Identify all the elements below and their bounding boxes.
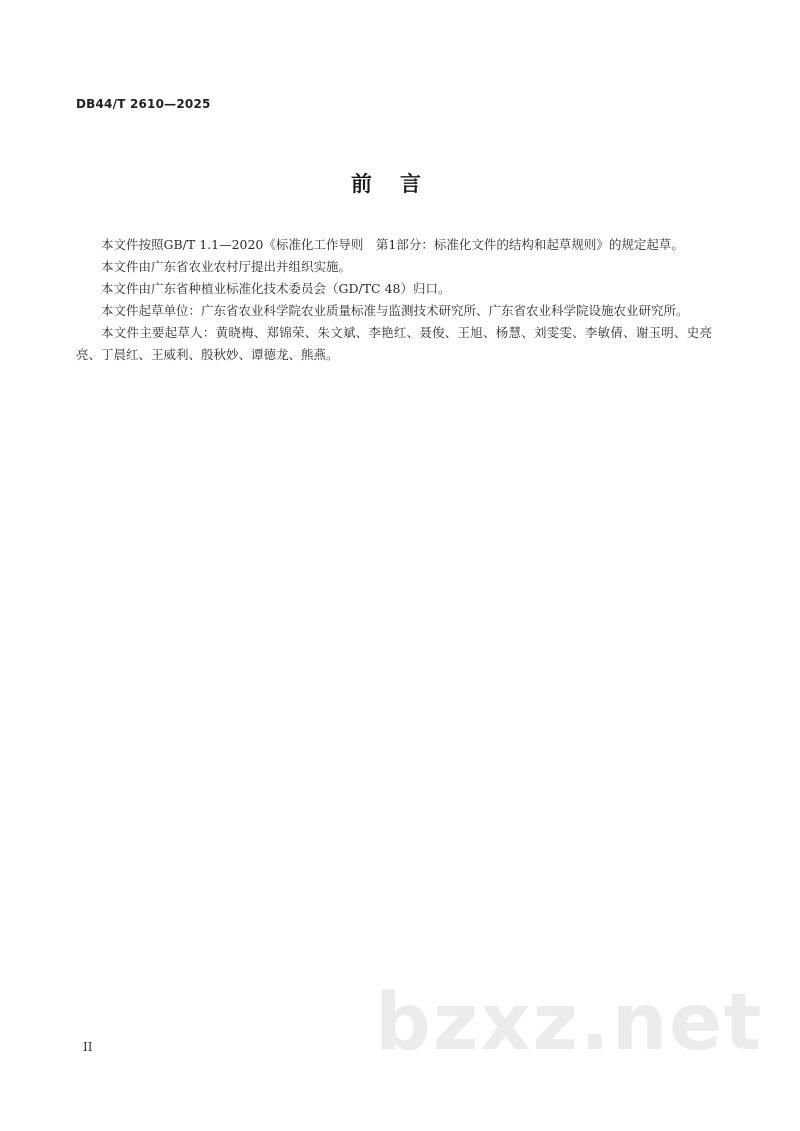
foreword-body	[76, 234, 712, 366]
paragraph-drafters: 本文件主要起草人：黄晓梅、郑锦荣、朱文斌、李艳红、聂俊、王旭、杨慧、刘雯雯、李敏倩、谢玉明、史亮亮、丁晨红、王威利、殷秋妙、谭德龙、熊燕。	[76, 325, 712, 362]
paragraph-drafting-rules: 本文件按照GB/T 1.1—2020《标准化工作导则 第1部分：标准化文件的结构和起草规则》的规定起草。	[101, 237, 684, 252]
page-title: 前言	[351, 172, 449, 196]
document-code: DB44/T 2610—2025	[76, 97, 211, 111]
paragraph-drafting-units: 本文件起草单位：广东省农业科学院农业质量标准与监测技术研究所、广东省农业科学院设施农业研究所。	[101, 303, 689, 318]
paragraph-committee: 本文件由广东省种植业标准化技术委员会（GD/TC 48）归口。	[101, 281, 451, 296]
watermark: bzxz.net	[375, 978, 764, 1068]
page-number: II	[83, 1040, 93, 1054]
paragraph-proposer: 本文件由广东省农业农村厅提出并组织实施。	[101, 259, 352, 274]
